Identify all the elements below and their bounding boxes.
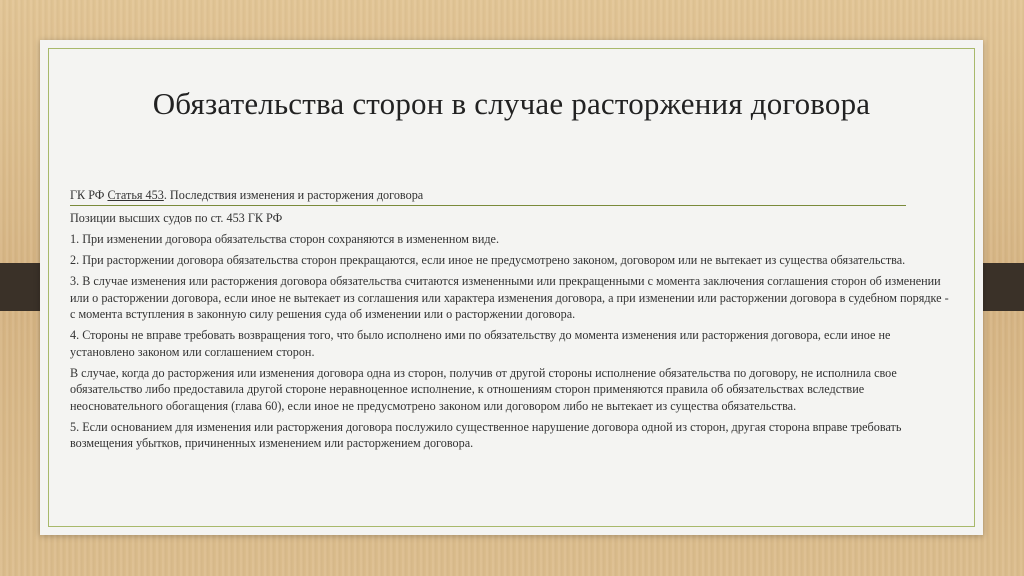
article-link[interactable]: Статья 453 bbox=[107, 188, 164, 202]
paragraph-2: 2. При расторжении договора обязательства сторон прекращаются, если иное не предусмотрено законом, договором или не вытекает из существа обязательства. bbox=[70, 253, 906, 267]
paragraph-courts: Позиции высших судов по ст. 453 ГК РФ bbox=[70, 211, 283, 225]
paragraph-4-note: В случае, когда до расторжения или изменения договора одна из сторон, получив от другой стороны исполнение обязательства по договору, не исполнила свое обязательство либо предоставила другой стороне неравноценное исполнение, к отношениям сторон применяются правила об обязательствах вследствие неосновательного обогащения (глава 60), если иное не предусмотрено законом или договором либо не вытекает из существа обязательства. bbox=[70, 365, 897, 413]
slide bbox=[40, 40, 983, 535]
left-decor-band bbox=[0, 263, 43, 311]
slide-content bbox=[70, 187, 950, 456]
paragraph-3: 3. В случае изменения или расторжения договора обязательства считаются измененными или прекращенными с момента заключения соглашения сторон об изменении или о расторжении договора, если иное не вытекает из соглашения или характера изменения договора, а при изменении или расторжении договора в судебном порядке - с момента вступления в законную силу решения суда об изменении или о расторжении договора. bbox=[70, 274, 949, 321]
source-suffix: . Последствия изменения и расторжения договора bbox=[163, 188, 424, 202]
source-reference bbox=[70, 187, 950, 206]
paragraph-1: 1. При изменении договора обязательства сторон сохраняются в измененном виде. bbox=[70, 232, 499, 246]
source-prefix: ГК РФ bbox=[70, 188, 105, 202]
paragraph-4: 4. Стороны не вправе требовать возвращения того, что было исполнено ими по обязательству до момента изменения или расторжения договора, если иное не установлено законом или соглашением сторон. bbox=[70, 328, 891, 359]
source-line bbox=[70, 187, 906, 206]
slide-title: Обязательства сторон в случае расторжения договора bbox=[152, 86, 871, 121]
paragraph-5: 5. Если основанием для изменения или расторжения договора послужило существенное нарушение договора одной из сторон, другая сторона вправе требовать возмещения убытков, причиненных изменением или расторжением договора. bbox=[70, 419, 902, 450]
